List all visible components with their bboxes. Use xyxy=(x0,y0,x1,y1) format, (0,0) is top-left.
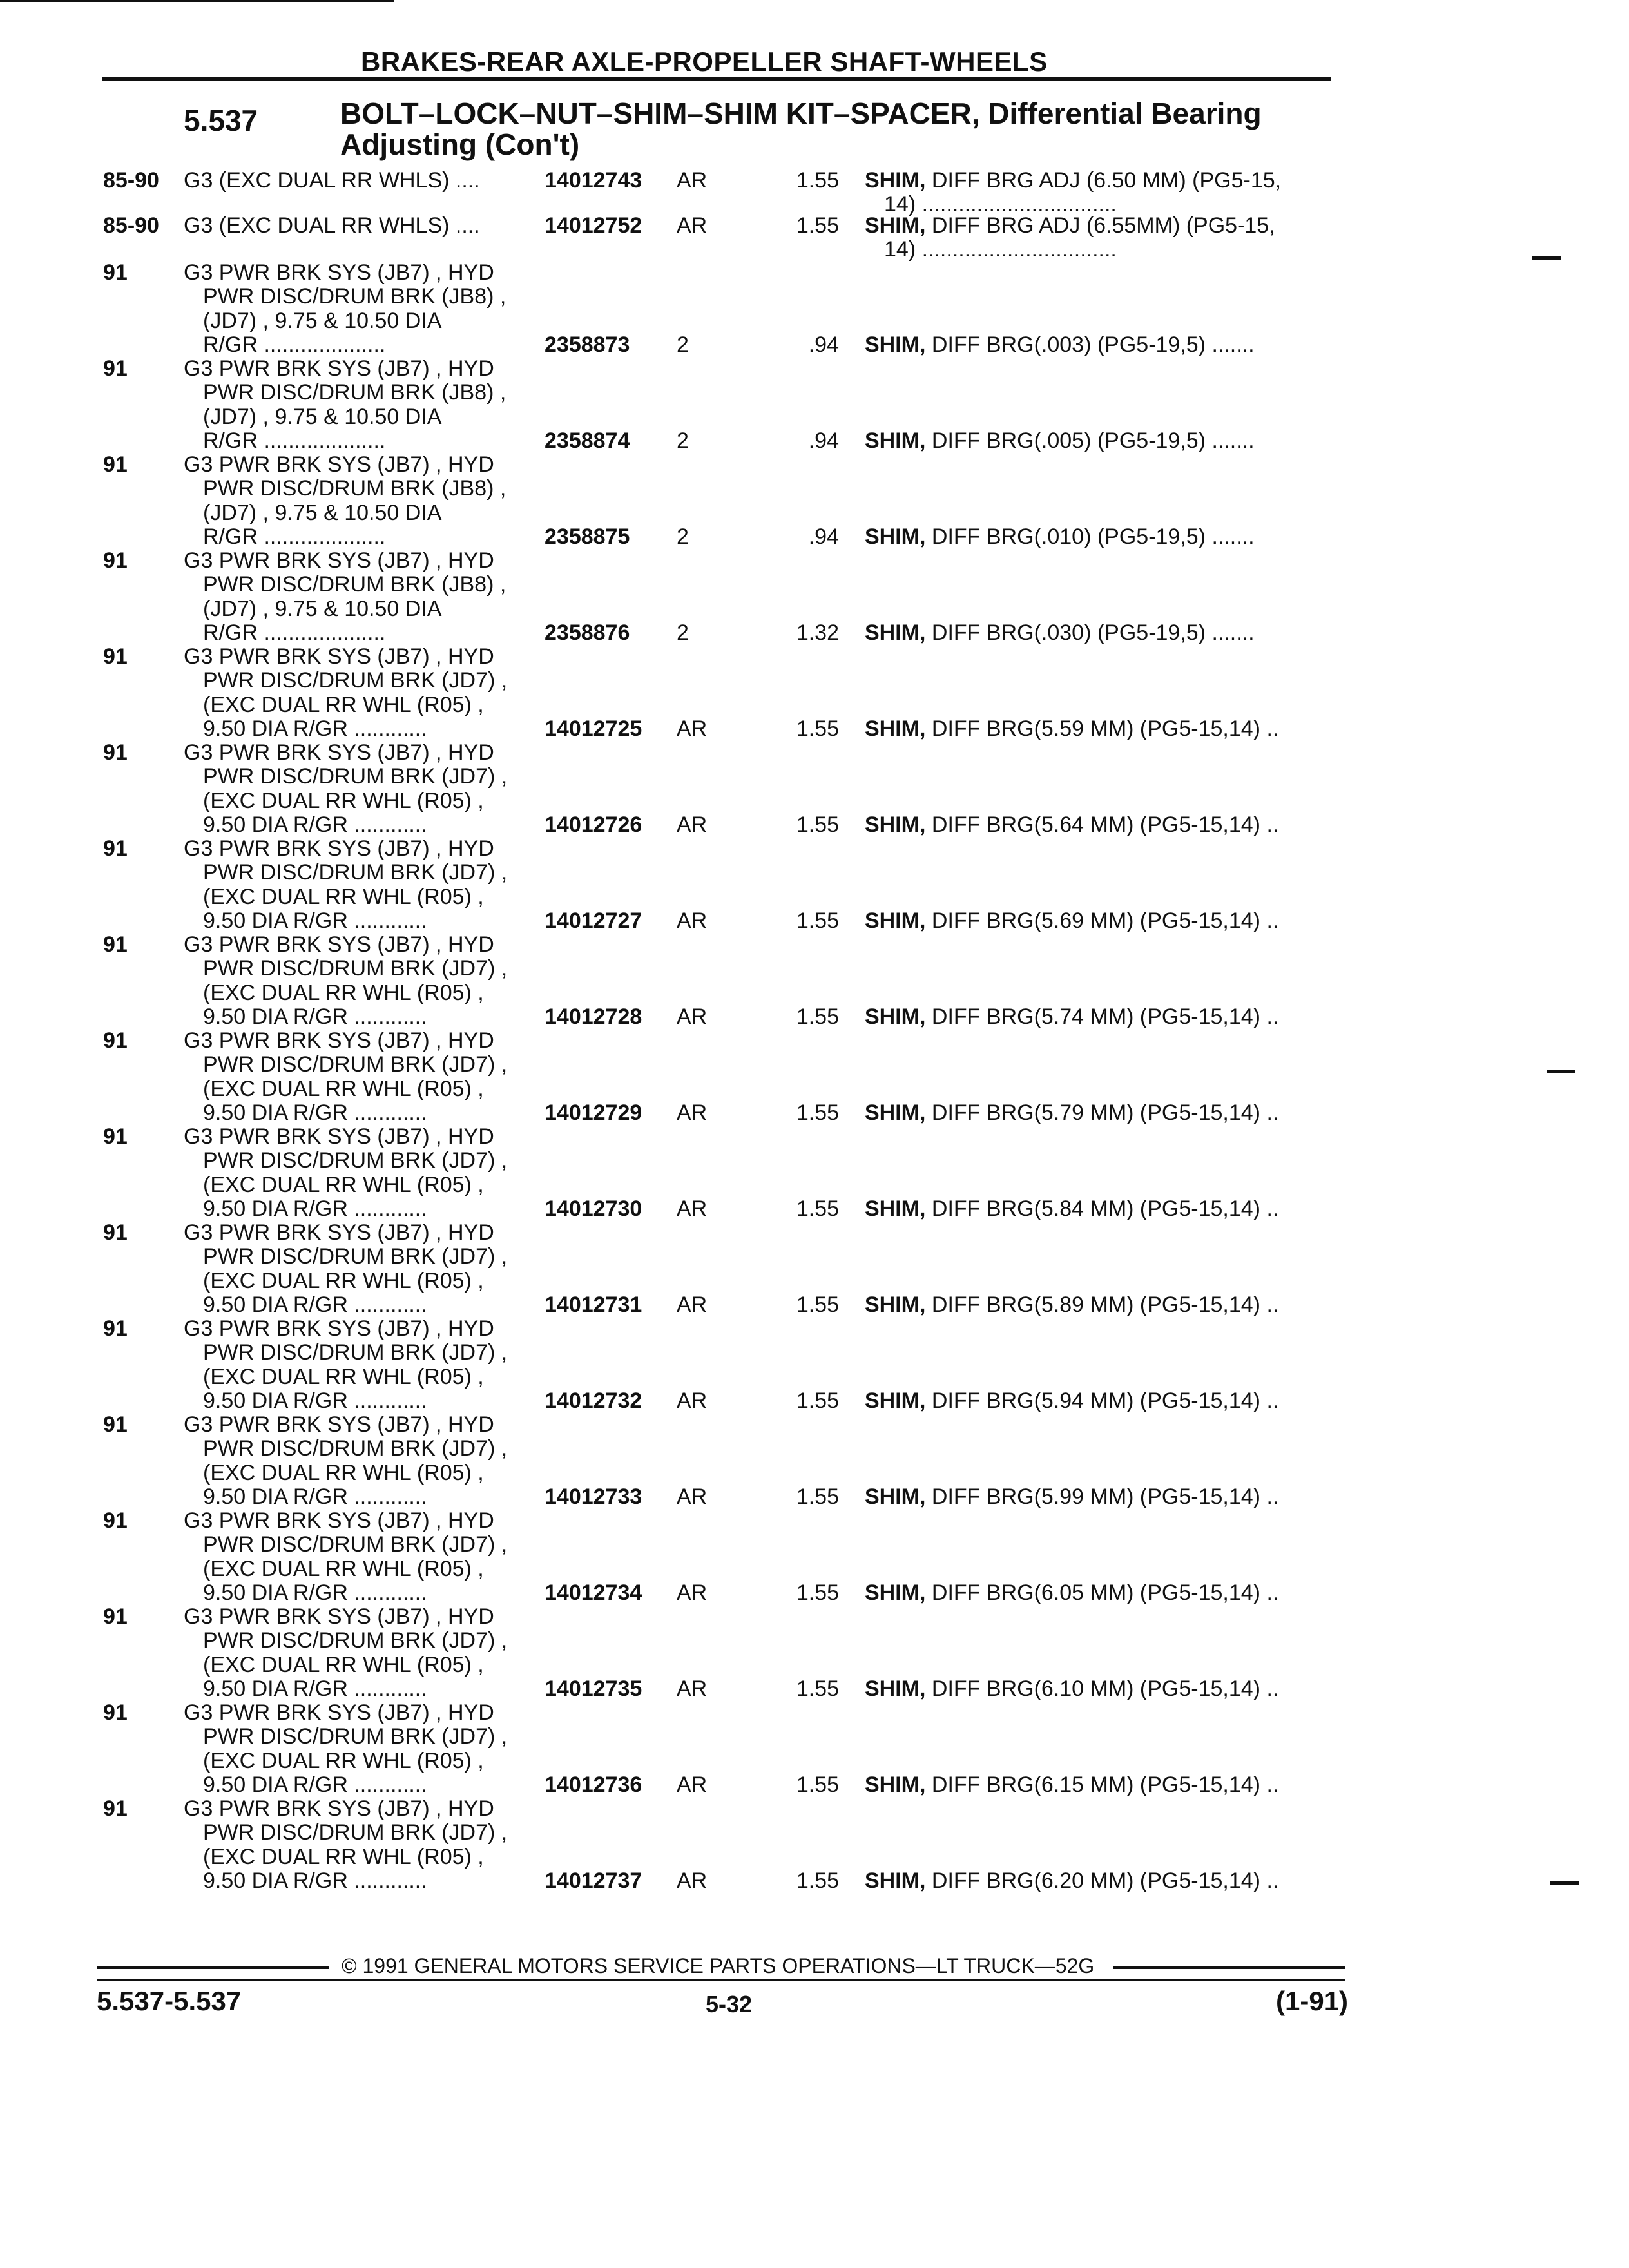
part-number: 2358873 xyxy=(545,332,630,357)
application-description xyxy=(184,837,545,933)
description-line: 9.50 DIA R/GR ............ xyxy=(203,716,427,741)
price: 1.55 xyxy=(796,1004,839,1029)
margin-mark xyxy=(1532,256,1561,260)
part-name-detail: DIFF BRG(.003) (PG5-19,5) ....... xyxy=(931,332,1255,357)
part-name-detail: DIFF BRG(5.79 MM) (PG5-15,14) .. xyxy=(931,1100,1279,1125)
quantity: AR xyxy=(677,1676,708,1701)
price: 1.55 xyxy=(796,213,839,238)
part-name-detail: DIFF BRG(.030) (PG5-19,5) ....... xyxy=(931,620,1255,645)
footer-rule-right xyxy=(1113,1966,1345,1969)
description-line: (EXC DUAL RR WHL (R05) , xyxy=(203,1076,484,1101)
price: .94 xyxy=(808,524,839,549)
model-year: 91 xyxy=(103,1028,128,1053)
quantity: AR xyxy=(677,1100,708,1125)
model-year: 91 xyxy=(103,356,128,381)
description-line: (EXC DUAL RR WHL (R05) , xyxy=(203,692,484,717)
description-line: (EXC DUAL RR WHL (R05) , xyxy=(203,1748,484,1773)
description-line: G3 PWR BRK SYS (JB7) , HYD xyxy=(184,548,494,573)
description-line: G3 PWR BRK SYS (JB7) , HYD xyxy=(184,1220,494,1245)
price: 1.55 xyxy=(796,812,839,837)
part-name xyxy=(865,333,1255,357)
part-name xyxy=(865,214,1275,238)
price: 1.55 xyxy=(796,1580,839,1605)
section-title: BOLT–LOCK–NUT–SHIM–SHIM KIT–SPACER, Differential Bearing xyxy=(340,97,1262,130)
quantity: AR xyxy=(677,1484,708,1509)
application-description xyxy=(184,549,545,645)
part-name xyxy=(865,621,1255,645)
part-number: 2358874 xyxy=(545,428,630,453)
model-year: 91 xyxy=(103,644,128,669)
footer-date-code: (1-91) xyxy=(1276,1986,1349,2016)
application-description xyxy=(184,169,545,193)
description-line: PWR DISC/DRUM BRK (JD7) , xyxy=(203,956,508,981)
description-line: (EXC DUAL RR WHL (R05) , xyxy=(203,1364,484,1389)
part-number: 14012732 xyxy=(545,1388,642,1413)
part-name xyxy=(865,1773,1278,1797)
part-name xyxy=(865,169,1281,193)
part-name-detail: DIFF BRG(.005) (PG5-19,5) ....... xyxy=(931,428,1255,453)
description-line: 9.50 DIA R/GR ............ xyxy=(203,1388,427,1413)
part-name-keyword: SHIM, xyxy=(865,620,926,645)
footer-rule-left xyxy=(97,1966,329,1969)
description-line: (EXC DUAL RR WHL (R05) , xyxy=(203,1556,484,1581)
model-year: 91 xyxy=(103,452,128,477)
application-description xyxy=(184,1701,545,1797)
application-description xyxy=(184,453,545,549)
part-name xyxy=(865,1581,1278,1605)
quantity: 2 xyxy=(677,524,689,549)
quantity: AR xyxy=(677,1772,708,1797)
application-description xyxy=(184,1509,545,1605)
price: 1.55 xyxy=(796,1292,839,1317)
part-number: 2358875 xyxy=(545,524,630,549)
quantity: AR xyxy=(677,213,708,238)
quantity: AR xyxy=(677,168,708,193)
price: 1.55 xyxy=(796,1868,839,1893)
part-name-keyword: SHIM, xyxy=(865,524,926,549)
part-name-continuation: 14) ................................ xyxy=(884,237,1117,262)
part-name-keyword: SHIM, xyxy=(865,1004,926,1029)
part-number: 14012733 xyxy=(545,1484,642,1509)
part-name-keyword: SHIM, xyxy=(865,1292,926,1317)
model-year: 85-90 xyxy=(103,168,159,193)
description-line: (EXC DUAL RR WHL (R05) , xyxy=(203,1652,484,1677)
description-line: (EXC DUAL RR WHL (R05) , xyxy=(203,1844,484,1869)
part-number: 14012726 xyxy=(545,812,642,837)
price: .94 xyxy=(808,332,839,357)
part-number: 14012727 xyxy=(545,908,642,933)
application-description xyxy=(184,214,545,238)
description-line: PWR DISC/DRUM BRK (JD7) , xyxy=(203,764,508,789)
description-line: 9.50 DIA R/GR ............ xyxy=(203,1580,427,1605)
quantity: AR xyxy=(677,1004,708,1029)
model-year: 91 xyxy=(103,1412,128,1437)
description-line: (JD7) , 9.75 & 10.50 DIA xyxy=(203,308,442,333)
description-line: (EXC DUAL RR WHL (R05) , xyxy=(203,1268,484,1293)
section-subtitle: Adjusting (Con't) xyxy=(340,128,580,161)
part-name-keyword: SHIM, xyxy=(865,812,926,837)
description-line: (EXC DUAL RR WHL (R05) , xyxy=(203,980,484,1005)
description-line: G3 PWR BRK SYS (JB7) , HYD xyxy=(184,356,494,381)
part-number: 14012725 xyxy=(545,716,642,741)
description-line: PWR DISC/DRUM BRK (JD7) , xyxy=(203,1628,508,1653)
part-name xyxy=(865,1293,1278,1317)
description-line: PWR DISC/DRUM BRK (JB8) , xyxy=(203,284,506,309)
page-header-title: BRAKES-REAR AXLE-PROPELLER SHAFT-WHEELS xyxy=(361,46,1048,77)
model-year: 91 xyxy=(103,1316,128,1341)
part-name xyxy=(865,1485,1278,1509)
price: .94 xyxy=(808,428,839,453)
model-year: 91 xyxy=(103,1508,128,1533)
description-line: (EXC DUAL RR WHL (R05) , xyxy=(203,1172,484,1197)
part-name-detail: DIFF BRG(.010) (PG5-19,5) ....... xyxy=(931,524,1255,549)
description-line: (JD7) , 9.75 & 10.50 DIA xyxy=(203,404,442,429)
description-line: 9.50 DIA R/GR ............ xyxy=(203,908,427,933)
part-name-keyword: SHIM, xyxy=(865,428,926,453)
quantity: AR xyxy=(677,1580,708,1605)
part-name xyxy=(865,1101,1278,1125)
part-name-keyword: SHIM, xyxy=(865,213,926,238)
description-line: R/GR .................... xyxy=(203,332,386,357)
description-line: G3 PWR BRK SYS (JB7) , HYD xyxy=(184,1028,494,1053)
description-line: (EXC DUAL RR WHL (R05) , xyxy=(203,884,484,909)
description-line: 9.50 DIA R/GR ............ xyxy=(203,1100,427,1125)
description-line: PWR DISC/DRUM BRK (JD7) , xyxy=(203,1244,508,1269)
price: 1.55 xyxy=(796,1196,839,1221)
model-year: 91 xyxy=(103,260,128,285)
price: 1.55 xyxy=(796,1772,839,1797)
model-year: 91 xyxy=(103,1700,128,1725)
part-number: 2358876 xyxy=(545,620,630,645)
description-line: G3 PWR BRK SYS (JB7) , HYD xyxy=(184,260,494,285)
description-line: PWR DISC/DRUM BRK (JD7) , xyxy=(203,668,508,693)
model-year: 91 xyxy=(103,1796,128,1821)
part-number: 14012735 xyxy=(545,1676,642,1701)
description-line: 9.50 DIA R/GR ............ xyxy=(203,1868,427,1893)
description-line: (JD7) , 9.75 & 10.50 DIA xyxy=(203,596,442,621)
application-description xyxy=(184,1221,545,1317)
part-name-detail: DIFF BRG(6.05 MM) (PG5-15,14) .. xyxy=(931,1580,1279,1605)
part-name-detail: DIFF BRG(5.84 MM) (PG5-15,14) .. xyxy=(931,1196,1279,1221)
part-number: 14012728 xyxy=(545,1004,642,1029)
description-line: G3 PWR BRK SYS (JB7) , HYD xyxy=(184,644,494,669)
part-name-detail: DIFF BRG(6.20 MM) (PG5-15,14) .. xyxy=(931,1868,1279,1893)
description-line: G3 (EXC DUAL RR WHLS) .... xyxy=(184,213,480,238)
application-description xyxy=(184,357,545,453)
part-name-keyword: SHIM, xyxy=(865,908,926,933)
part-name xyxy=(865,1389,1278,1413)
model-year: 91 xyxy=(103,548,128,573)
description-line: R/GR .................... xyxy=(203,428,386,453)
part-name-detail: DIFF BRG(5.64 MM) (PG5-15,14) .. xyxy=(931,812,1279,837)
part-name-detail: DIFF BRG ADJ (6.50 MM) (PG5-15, xyxy=(931,168,1282,193)
description-line: (EXC DUAL RR WHL (R05) , xyxy=(203,1460,484,1485)
price: 1.55 xyxy=(796,1484,839,1509)
part-name-detail: DIFF BRG(5.74 MM) (PG5-15,14) .. xyxy=(931,1004,1279,1029)
footer-page-number: 5-32 xyxy=(706,1991,753,2017)
part-name-keyword: SHIM, xyxy=(865,1868,926,1893)
price: 1.55 xyxy=(796,908,839,933)
part-name xyxy=(865,1005,1278,1029)
footer-copyright: © 1991 GENERAL MOTORS SERVICE PARTS OPERATIONS—LT TRUCK—52G xyxy=(342,1954,1095,1977)
part-number: 14012752 xyxy=(545,213,642,238)
application-description xyxy=(184,645,545,741)
quantity: 2 xyxy=(677,620,689,645)
footer-section-range: 5.537-5.537 xyxy=(97,1986,242,2016)
description-line: G3 PWR BRK SYS (JB7) , HYD xyxy=(184,932,494,957)
description-line: G3 PWR BRK SYS (JB7) , HYD xyxy=(184,836,494,861)
part-name-keyword: SHIM, xyxy=(865,716,926,741)
quantity: AR xyxy=(677,1196,708,1221)
description-line: PWR DISC/DRUM BRK (JB8) , xyxy=(203,380,506,405)
part-name-detail: DIFF BRG(5.99 MM) (PG5-15,14) .. xyxy=(931,1484,1279,1509)
description-line: PWR DISC/DRUM BRK (JD7) , xyxy=(203,1340,508,1365)
part-name-continuation: 14) ................................ xyxy=(884,192,1117,217)
description-line: 9.50 DIA R/GR ............ xyxy=(203,1676,427,1701)
quantity: AR xyxy=(677,1868,708,1893)
description-line: 9.50 DIA R/GR ............ xyxy=(203,1292,427,1317)
part-number: 14012734 xyxy=(545,1580,642,1605)
description-line: PWR DISC/DRUM BRK (JD7) , xyxy=(203,1436,508,1461)
description-line: (EXC DUAL RR WHL (R05) , xyxy=(203,788,484,813)
price: 1.55 xyxy=(796,1676,839,1701)
part-name-detail: DIFF BRG(6.10 MM) (PG5-15,14) .. xyxy=(931,1676,1279,1701)
application-description xyxy=(184,1317,545,1413)
description-line: G3 (EXC DUAL RR WHLS) .... xyxy=(184,168,480,193)
description-line: 9.50 DIA R/GR ............ xyxy=(203,1484,427,1509)
header-rule xyxy=(102,77,1331,81)
application-description xyxy=(184,1413,545,1509)
part-name-keyword: SHIM, xyxy=(865,1580,926,1605)
price: 1.55 xyxy=(796,716,839,741)
part-name-detail: DIFF BRG(5.89 MM) (PG5-15,14) .. xyxy=(931,1292,1279,1317)
description-line: PWR DISC/DRUM BRK (JD7) , xyxy=(203,860,508,885)
application-description xyxy=(184,1125,545,1221)
part-name-detail: DIFF BRG ADJ (6.55MM) (PG5-15, xyxy=(931,213,1275,238)
model-year: 91 xyxy=(103,932,128,957)
description-line: PWR DISC/DRUM BRK (JD7) , xyxy=(203,1724,508,1749)
description-line: PWR DISC/DRUM BRK (JD7) , xyxy=(203,1532,508,1557)
quantity: AR xyxy=(677,716,708,741)
description-line: G3 PWR BRK SYS (JB7) , HYD xyxy=(184,1412,494,1437)
part-name-keyword: SHIM, xyxy=(865,1388,926,1413)
part-number: 14012743 xyxy=(545,168,642,193)
model-year: 91 xyxy=(103,1604,128,1629)
description-line: PWR DISC/DRUM BRK (JD7) , xyxy=(203,1052,508,1077)
quantity: 2 xyxy=(677,428,689,453)
description-line: 9.50 DIA R/GR ............ xyxy=(203,1004,427,1029)
application-description xyxy=(184,1029,545,1125)
model-year: 91 xyxy=(103,1124,128,1149)
description-line: 9.50 DIA R/GR ............ xyxy=(203,1772,427,1797)
price: 1.55 xyxy=(796,168,839,193)
price: 1.55 xyxy=(796,1100,839,1125)
model-year: 85-90 xyxy=(103,213,159,238)
part-number: 14012730 xyxy=(545,1196,642,1221)
part-name-keyword: SHIM, xyxy=(865,1196,926,1221)
description-line: 9.50 DIA R/GR ............ xyxy=(203,812,427,837)
part-name-keyword: SHIM, xyxy=(865,1772,926,1797)
part-number: 14012731 xyxy=(545,1292,642,1317)
part-number: 14012729 xyxy=(545,1100,642,1125)
description-line: R/GR .................... xyxy=(203,620,386,645)
description-line: 9.50 DIA R/GR ............ xyxy=(203,1196,427,1221)
part-name xyxy=(865,429,1255,453)
description-line: PWR DISC/DRUM BRK (JD7) , xyxy=(203,1820,508,1845)
quantity: AR xyxy=(677,1388,708,1413)
description-line: G3 PWR BRK SYS (JB7) , HYD xyxy=(184,1604,494,1629)
part-number: 14012737 xyxy=(545,1868,642,1893)
part-name xyxy=(865,1869,1278,1893)
top-scan-rule xyxy=(0,0,394,2)
part-number: 14012736 xyxy=(545,1772,642,1797)
quantity: AR xyxy=(677,812,708,837)
part-name-detail: DIFF BRG(5.94 MM) (PG5-15,14) .. xyxy=(931,1388,1279,1413)
part-name-detail: DIFF BRG(6.15 MM) (PG5-15,14) .. xyxy=(931,1772,1279,1797)
part-name xyxy=(865,813,1278,837)
part-name-detail: DIFF BRG(5.59 MM) (PG5-15,14) .. xyxy=(931,716,1279,741)
description-line: G3 PWR BRK SYS (JB7) , HYD xyxy=(184,1796,494,1821)
description-line: G3 PWR BRK SYS (JB7) , HYD xyxy=(184,1508,494,1533)
price: 1.55 xyxy=(796,1388,839,1413)
part-name xyxy=(865,1677,1278,1701)
description-line: R/GR .................... xyxy=(203,524,386,549)
model-year: 91 xyxy=(103,836,128,861)
description-line: PWR DISC/DRUM BRK (JB8) , xyxy=(203,476,506,501)
application-description xyxy=(184,933,545,1029)
part-name xyxy=(865,717,1278,741)
model-year: 91 xyxy=(103,1220,128,1245)
description-line: G3 PWR BRK SYS (JB7) , HYD xyxy=(184,1316,494,1341)
part-name xyxy=(865,1197,1278,1221)
application-description xyxy=(184,1605,545,1701)
quantity: AR xyxy=(677,1292,708,1317)
application-description xyxy=(184,261,545,357)
description-line: G3 PWR BRK SYS (JB7) , HYD xyxy=(184,1700,494,1725)
application-description xyxy=(184,741,545,837)
part-name-keyword: SHIM, xyxy=(865,168,926,193)
description-line: G3 PWR BRK SYS (JB7) , HYD xyxy=(184,740,494,765)
part-name-keyword: SHIM, xyxy=(865,1484,926,1509)
part-name-keyword: SHIM, xyxy=(865,1100,926,1125)
model-year: 91 xyxy=(103,740,128,765)
footer-rule-under xyxy=(97,1979,1345,1981)
description-line: G3 PWR BRK SYS (JB7) , HYD xyxy=(184,452,494,477)
description-line: (JD7) , 9.75 & 10.50 DIA xyxy=(203,500,442,525)
price: 1.32 xyxy=(796,620,839,645)
part-name-detail: DIFF BRG(5.69 MM) (PG5-15,14) .. xyxy=(931,908,1279,933)
margin-mark xyxy=(1550,1881,1579,1885)
part-name-keyword: SHIM, xyxy=(865,1676,926,1701)
part-name-keyword: SHIM, xyxy=(865,332,926,357)
section-number: 5.537 xyxy=(184,104,258,137)
part-name xyxy=(865,525,1255,549)
description-line: PWR DISC/DRUM BRK (JB8) , xyxy=(203,572,506,597)
quantity: AR xyxy=(677,908,708,933)
description-line: G3 PWR BRK SYS (JB7) , HYD xyxy=(184,1124,494,1149)
part-name xyxy=(865,909,1278,933)
quantity: 2 xyxy=(677,332,689,357)
description-line: PWR DISC/DRUM BRK (JD7) , xyxy=(203,1148,508,1173)
margin-mark xyxy=(1547,1070,1575,1073)
application-description xyxy=(184,1797,545,1893)
